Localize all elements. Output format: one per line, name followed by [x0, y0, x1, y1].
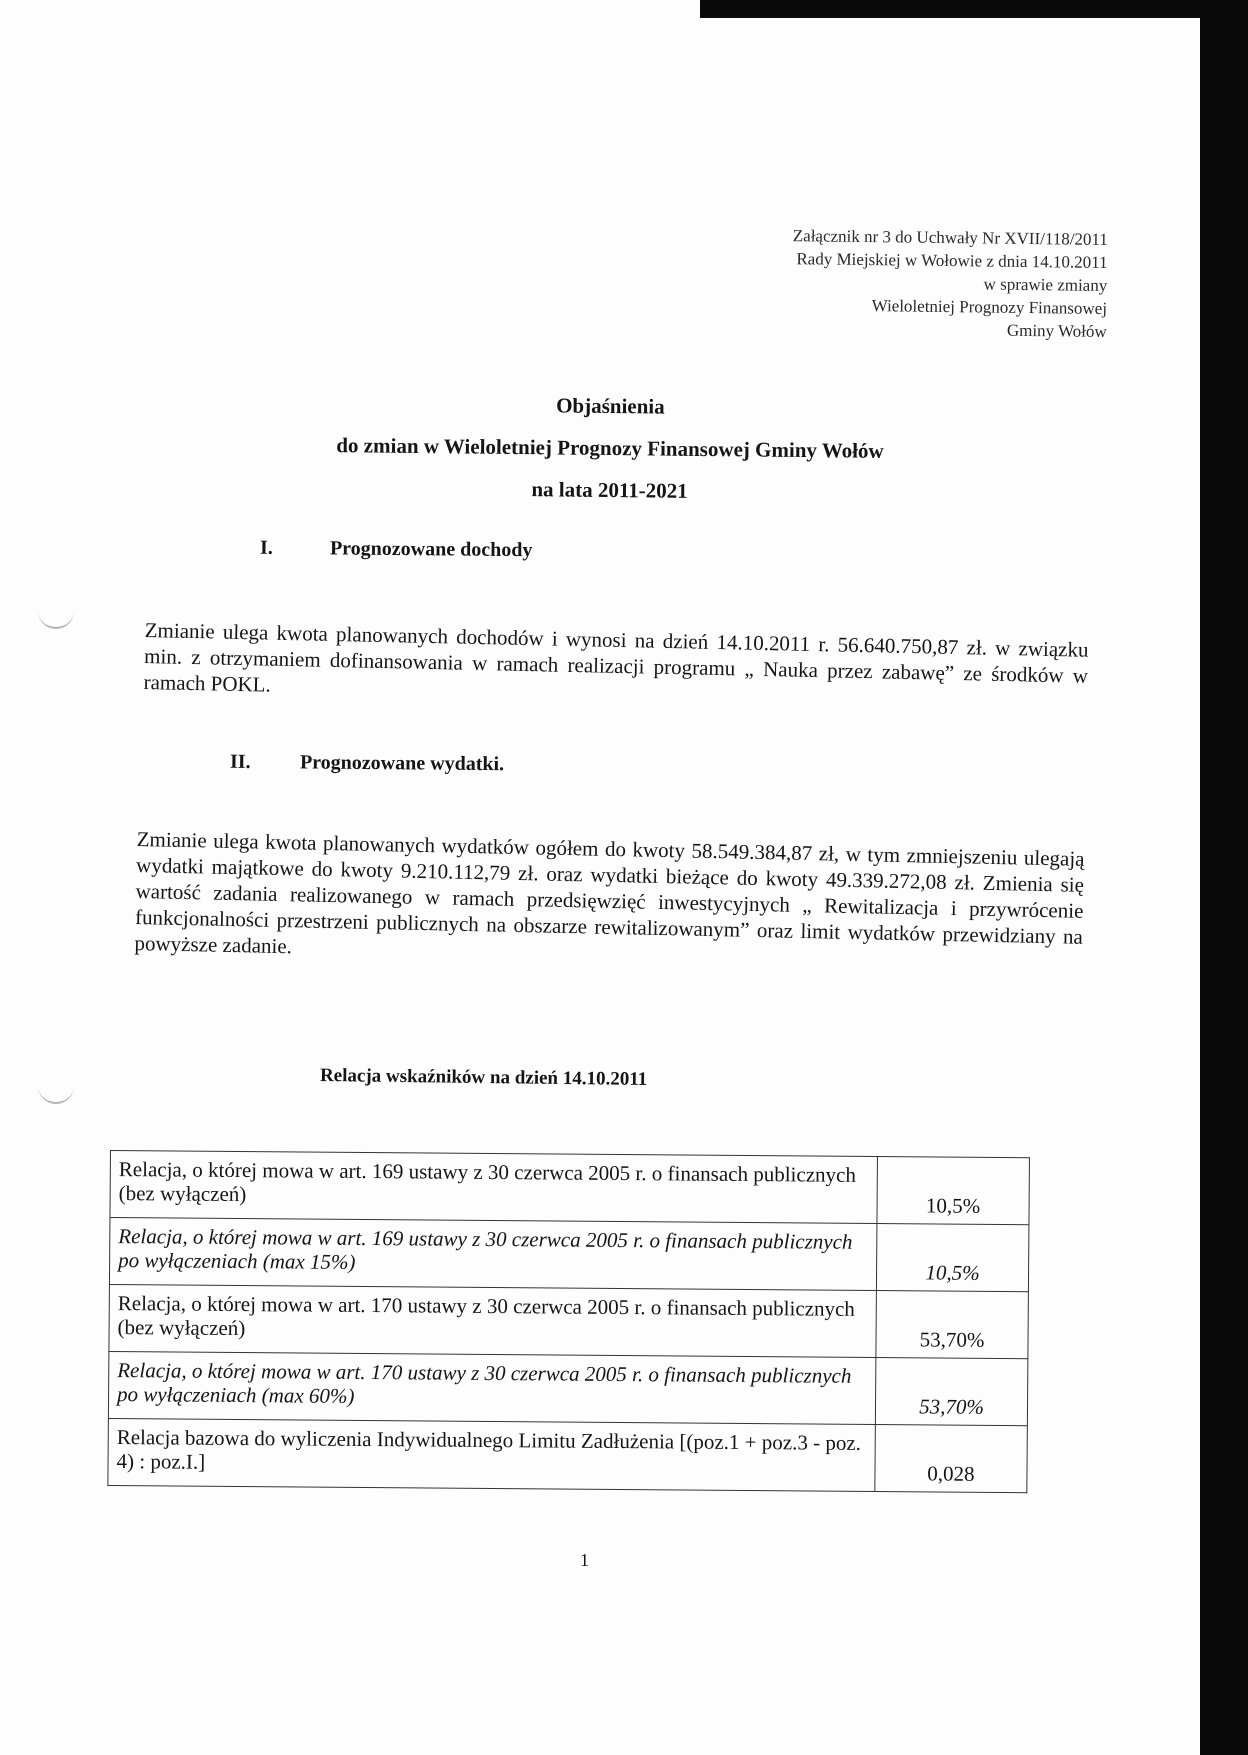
row-value: 10,5%: [876, 1224, 1029, 1292]
section-title: Prognozowane dochody: [329, 537, 533, 562]
section-title: Prognozowane wydatki.: [299, 751, 505, 776]
row-label: Relacja, o której mowa w art. 169 ustawy z 30 czerwca 2005 r. o finansach publicznych po wyłączeniach (max 15%): [109, 1218, 876, 1291]
annex-line: Załącznik nr 3 do Uchwały Nr XVII/118/2011: [792, 226, 1108, 249]
annex-line: Gminy Wołów: [1006, 320, 1107, 341]
punch-hole: [38, 605, 74, 629]
row-value: 53,70%: [875, 1358, 1028, 1426]
section-text-expenses: Zmianie ulega kwota planowanych wydatków ogółem do kwoty 58.549.384,87 zł, w tym zmniejszeniu ulegają wydatki majątkowe do kwoty 9.210.112,79 zł. oraz wydatki bieżące do kwoty 49.339.272,08 zł. Zmienia się wartość zadania realizowanego w ramach przedsięwzięć inwestycyjnych „ Rewitalizacja i przywrócenie funkcjonalności przestrzeni publicznych na obszarze rewitalizowanym” oraz limit wydatków przewidziany na powyższe zadanie.: [134, 826, 1085, 959]
annex-line: Rady Miejskiej w Wołowie z dnia 14.10.2011: [796, 249, 1108, 272]
title-line-3: na lata 2011-2021: [531, 477, 688, 503]
section-heading-income: [260, 537, 533, 562]
table-row: [109, 1284, 1028, 1358]
title-line-1: Objaśnienia: [556, 393, 665, 419]
annex-header: [627, 222, 1108, 343]
section-number: I.: [259, 536, 273, 559]
annex-line: w sprawie zmiany: [983, 274, 1108, 295]
row-label: Relacja, o której mowa w art. 169 ustawy z 30 czerwca 2005 r. o finansach publicznych (bez wyłączeń): [110, 1151, 877, 1224]
section-heading-expenses: [230, 751, 504, 776]
punch-hole: [38, 1080, 74, 1104]
table-title: Relacja wskaźników na dzień 14.10.2011: [319, 1065, 648, 1090]
row-value: 0,028: [875, 1425, 1028, 1493]
annex-line: Wieloletniej Prognozy Finansowej: [871, 296, 1108, 318]
row-value: 10,5%: [877, 1157, 1030, 1225]
row-label: Relacja, o której mowa w art. 170 ustawy z 30 czerwca 2005 r. o finansach publicznych po wyłączeniach (max 60%): [108, 1351, 875, 1424]
section-number: II.: [229, 750, 251, 773]
row-label: Relacja, o której mowa w art. 170 ustawy z 30 czerwca 2005 r. o finansach publicznych (bez wyłączeń): [109, 1284, 876, 1357]
table-row: [108, 1418, 1027, 1492]
row-value: 53,70%: [876, 1291, 1029, 1359]
document-title: [229, 381, 990, 515]
ratio-table: [107, 1150, 1030, 1493]
table-row: [110, 1151, 1029, 1225]
title-line-2: do zmian w Wieloletniej Prognozy Finansowej Gminy Wołów: [336, 433, 884, 463]
page-number: 1: [580, 1550, 589, 1570]
table-row: [108, 1351, 1027, 1425]
table-row: [109, 1218, 1028, 1292]
scan-edge-right: [1200, 0, 1248, 1755]
row-label: Relacja bazowa do wyliczenia Indywidualnego Limitu Zadłużenia [(poz.1 + poz.3 - poz. 4) : poz.I.]: [108, 1418, 875, 1491]
scan-edge-top: [700, 0, 1248, 18]
section-text-income: Zmianie ulega kwota planowanych dochodów i wynosi na dzień 14.10.2011 r. 56.640.750,87 zł. w związku min. z otrzymaniem dofinansowania w ramach realizacji programu „ Nauka przez zabawę” ze środków w ramach POKL.: [143, 617, 1089, 697]
